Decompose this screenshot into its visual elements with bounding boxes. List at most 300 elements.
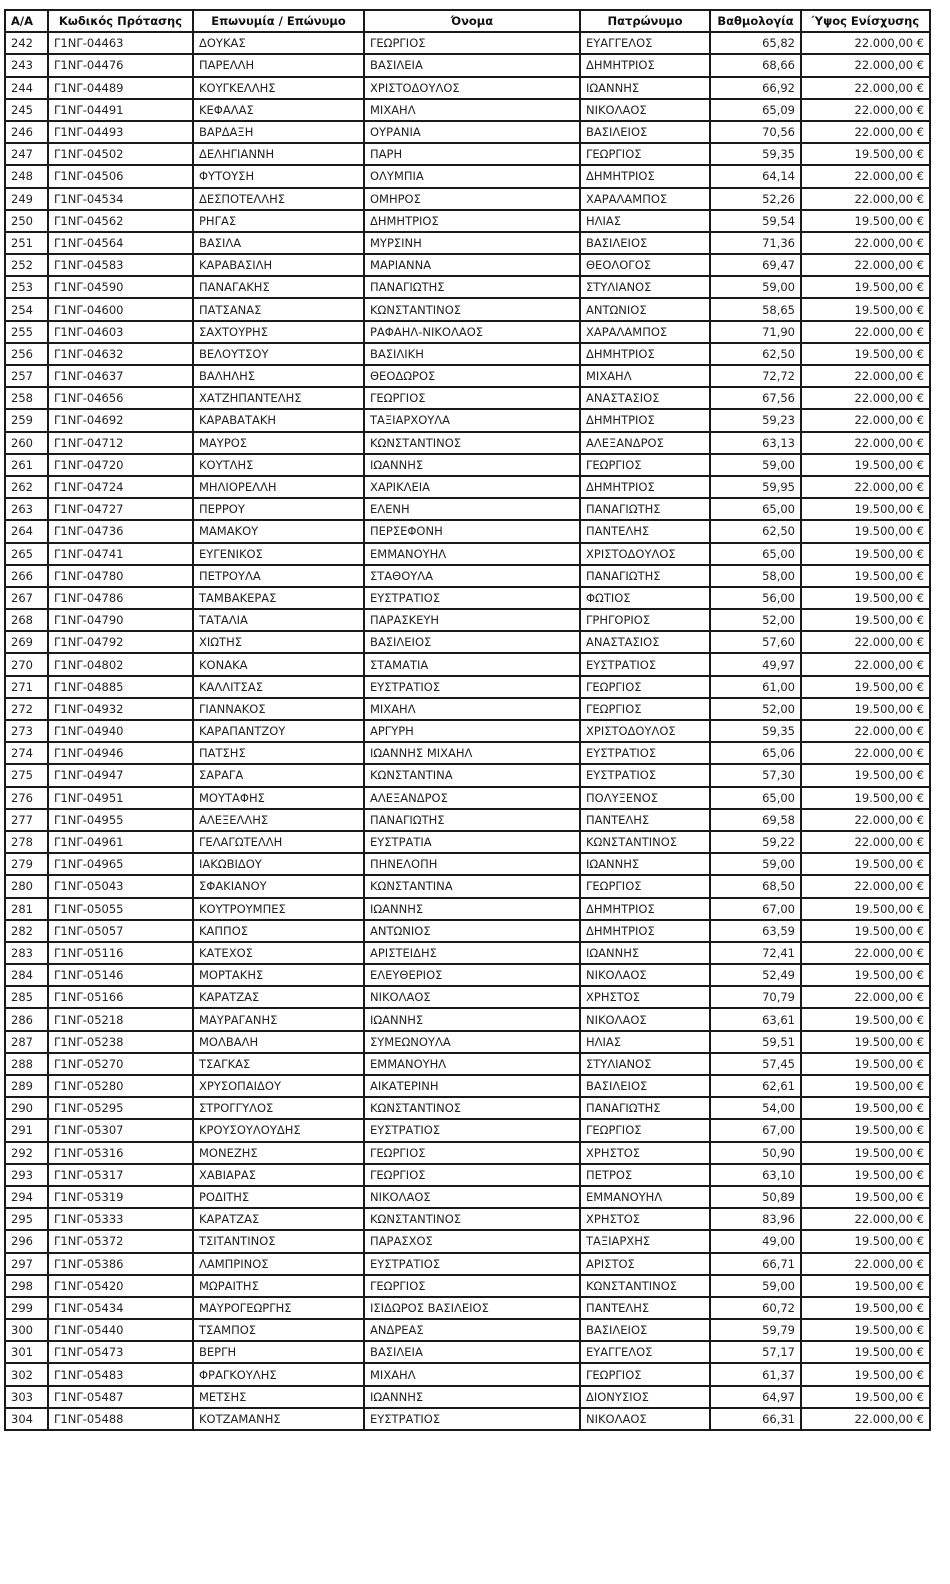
serial-number-cell: 253 <box>5 276 48 298</box>
first-name-cell: ΜΙΧΑΗΛ <box>364 1363 580 1385</box>
grant-amount-cell: 22.000,00 € <box>801 121 930 143</box>
surname-cell: ΚΑΡΑΤΖΑΣ <box>193 986 364 1008</box>
grant-amount-cell: 22.000,00 € <box>801 1408 930 1430</box>
serial-number-cell: 270 <box>5 653 48 675</box>
header-proposal-code: Κωδικός Πρότασης <box>48 10 193 32</box>
fathers-name-cell: ΒΑΣΙΛΕΙΟΣ <box>580 1075 710 1097</box>
surname-cell: ΤΑΤΑΛΙΑ <box>193 609 364 631</box>
serial-number-cell: 248 <box>5 165 48 187</box>
fathers-name-cell: ΗΛΙΑΣ <box>580 1031 710 1053</box>
serial-number-cell: 293 <box>5 1164 48 1186</box>
score-cell: 59,35 <box>710 720 801 742</box>
fathers-name-cell: ΓΕΩΡΓΙΟΣ <box>580 676 710 698</box>
table-row <box>5 720 930 742</box>
grant-amount-cell: 19.500,00 € <box>801 520 930 542</box>
first-name-cell: ΕΥΣΤΡΑΤΙΟΣ <box>364 676 580 698</box>
serial-number-cell: 269 <box>5 631 48 653</box>
fathers-name-cell: ΚΩΝΣΤΑΝΤΙΝΟΣ <box>580 1275 710 1297</box>
first-name-cell: ΡΑΦΑΗΛ-ΝΙΚΟΛΑΟΣ <box>364 321 580 343</box>
proposal-code-cell: Γ1ΝΓ-05487 <box>48 1386 193 1408</box>
table-row <box>5 742 930 764</box>
first-name-cell: ΕΛΕΥΘΕΡΙΟΣ <box>364 964 580 986</box>
serial-number-cell: 260 <box>5 432 48 454</box>
first-name-cell: ΑΙΚΑΤΕΡΙΝΗ <box>364 1075 580 1097</box>
table-row <box>5 764 930 786</box>
serial-number-cell: 273 <box>5 720 48 742</box>
grant-amount-cell: 19.500,00 € <box>801 698 930 720</box>
grant-amount-cell: 19.500,00 € <box>801 1386 930 1408</box>
score-cell: 71,36 <box>710 232 801 254</box>
first-name-cell: ΟΜΗΡΟΣ <box>364 188 580 210</box>
table-row <box>5 676 930 698</box>
surname-cell: ΜΗΛΙΟΡΕΛΛΗ <box>193 476 364 498</box>
score-cell: 67,00 <box>710 898 801 920</box>
first-name-cell: ΑΛΕΞΑΝΔΡΟΣ <box>364 787 580 809</box>
surname-cell: ΙΑΚΩΒΙΔΟΥ <box>193 853 364 875</box>
proposal-code-cell: Γ1ΝΓ-04600 <box>48 298 193 320</box>
fathers-name-cell: ΧΑΡΑΛΑΜΠΟΣ <box>580 321 710 343</box>
score-cell: 72,72 <box>710 365 801 387</box>
score-cell: 68,50 <box>710 875 801 897</box>
surname-cell: ΤΑΜΒΑΚΕΡΑΣ <box>193 587 364 609</box>
proposal-code-cell: Γ1ΝΓ-04583 <box>48 254 193 276</box>
grant-amount-cell: 22.000,00 € <box>801 77 930 99</box>
grant-amount-cell: 22.000,00 € <box>801 1208 930 1230</box>
fathers-name-cell: ΠΑΝΤΕΛΗΣ <box>580 809 710 831</box>
table-row <box>5 1164 930 1186</box>
surname-cell: ΚΟΥΓΚΕΛΛΗΣ <box>193 77 364 99</box>
proposal-code-cell: Γ1ΝΓ-04961 <box>48 831 193 853</box>
grant-amount-cell: 22.000,00 € <box>801 165 930 187</box>
first-name-cell: ΝΙΚΟΛΑΟΣ <box>364 1186 580 1208</box>
first-name-cell: ΕΛΕΝΗ <box>364 498 580 520</box>
serial-number-cell: 281 <box>5 898 48 920</box>
table-row <box>5 232 930 254</box>
proposal-code-cell: Γ1ΝΓ-05146 <box>48 964 193 986</box>
proposal-code-cell: Γ1ΝΓ-05116 <box>48 942 193 964</box>
proposal-code-cell: Γ1ΝΓ-05333 <box>48 1208 193 1230</box>
fathers-name-cell: ΕΥΑΓΓΕΛΟΣ <box>580 1341 710 1363</box>
surname-cell: ΚΕΦΑΛΑΣ <box>193 99 364 121</box>
table-row <box>5 1142 930 1164</box>
proposal-code-cell: Γ1ΝΓ-04564 <box>48 232 193 254</box>
serial-number-cell: 247 <box>5 143 48 165</box>
fathers-name-cell: ΠΑΝΑΓΙΩΤΗΣ <box>580 1097 710 1119</box>
table-row <box>5 1363 930 1385</box>
serial-number-cell: 285 <box>5 986 48 1008</box>
fathers-name-cell: ΕΥΣΤΡΑΤΙΟΣ <box>580 742 710 764</box>
grant-amount-cell: 22.000,00 € <box>801 1253 930 1275</box>
grant-amount-cell: 22.000,00 € <box>801 986 930 1008</box>
score-cell: 57,30 <box>710 764 801 786</box>
serial-number-cell: 243 <box>5 54 48 76</box>
proposal-code-cell: Γ1ΝΓ-05166 <box>48 986 193 1008</box>
fathers-name-cell: ΝΙΚΟΛΑΟΣ <box>580 1008 710 1030</box>
first-name-cell: ΠΑΡΗ <box>364 143 580 165</box>
proposal-code-cell: Γ1ΝΓ-05440 <box>48 1319 193 1341</box>
serial-number-cell: 245 <box>5 99 48 121</box>
proposal-code-cell: Γ1ΝΓ-04780 <box>48 565 193 587</box>
proposal-code-cell: Γ1ΝΓ-05280 <box>48 1075 193 1097</box>
fathers-name-cell: ΑΝΑΣΤΑΣΙΟΣ <box>580 387 710 409</box>
proposal-code-cell: Γ1ΝΓ-05319 <box>48 1186 193 1208</box>
surname-cell: ΔΕΛΗΓΙΑΝΝΗ <box>193 143 364 165</box>
serial-number-cell: 277 <box>5 809 48 831</box>
surname-cell: ΜΟΡΤΑΚΗΣ <box>193 964 364 986</box>
serial-number-cell: 297 <box>5 1253 48 1275</box>
table-body <box>5 32 930 1430</box>
table-row <box>5 99 930 121</box>
score-cell: 65,09 <box>710 99 801 121</box>
score-cell: 64,97 <box>710 1386 801 1408</box>
score-cell: 65,00 <box>710 498 801 520</box>
fathers-name-cell: ΕΥΣΤΡΑΤΙΟΣ <box>580 764 710 786</box>
first-name-cell: ΚΩΝΣΤΑΝΤΙΝΟΣ <box>364 1097 580 1119</box>
surname-cell: ΚΑΠΠΟΣ <box>193 920 364 942</box>
first-name-cell: ΚΩΝΣΤΑΝΤΙΝΑ <box>364 764 580 786</box>
score-cell: 58,65 <box>710 298 801 320</box>
score-cell: 52,26 <box>710 188 801 210</box>
grant-amount-cell: 19.500,00 € <box>801 454 930 476</box>
first-name-cell: ΣΤΑΘΟΥΛΑ <box>364 565 580 587</box>
first-name-cell: ΜΑΡΙΑΝΝΑ <box>364 254 580 276</box>
table-row <box>5 77 930 99</box>
first-name-cell: ΑΡΙΣΤΕΙΔΗΣ <box>364 942 580 964</box>
fathers-name-cell: ΗΛΙΑΣ <box>580 210 710 232</box>
fathers-name-cell: ΔΗΜΗΤΡΙΟΣ <box>580 165 710 187</box>
proposal-code-cell: Γ1ΝΓ-05043 <box>48 875 193 897</box>
serial-number-cell: 280 <box>5 875 48 897</box>
proposal-code-cell: Γ1ΝΓ-04932 <box>48 698 193 720</box>
grant-amount-cell: 19.500,00 € <box>801 898 930 920</box>
table-row <box>5 587 930 609</box>
table-row <box>5 1186 930 1208</box>
score-cell: 59,35 <box>710 143 801 165</box>
table-row <box>5 165 930 187</box>
score-cell: 69,47 <box>710 254 801 276</box>
surname-cell: ΚΟΥΤΡΟΥΜΠΕΣ <box>193 898 364 920</box>
score-cell: 63,61 <box>710 1008 801 1030</box>
serial-number-cell: 275 <box>5 764 48 786</box>
proposal-code-cell: Γ1ΝΓ-04506 <box>48 165 193 187</box>
surname-cell: ΦΡΑΓΚΟΥΛΗΣ <box>193 1363 364 1385</box>
score-cell: 49,00 <box>710 1230 801 1252</box>
surname-cell: ΤΣΑΜΠΟΣ <box>193 1319 364 1341</box>
score-cell: 57,60 <box>710 631 801 653</box>
fathers-name-cell: ΔΗΜΗΤΡΙΟΣ <box>580 409 710 431</box>
table-row <box>5 853 930 875</box>
proposal-code-cell: Γ1ΝΓ-05238 <box>48 1031 193 1053</box>
serial-number-cell: 298 <box>5 1275 48 1297</box>
fathers-name-cell: ΓΕΩΡΓΙΟΣ <box>580 454 710 476</box>
serial-number-cell: 291 <box>5 1119 48 1141</box>
surname-cell: ΚΑΛΛΙΤΣΑΣ <box>193 676 364 698</box>
table-row <box>5 476 930 498</box>
score-cell: 59,00 <box>710 1275 801 1297</box>
grant-amount-cell: 19.500,00 € <box>801 543 930 565</box>
table-row <box>5 1297 930 1319</box>
table-row <box>5 276 930 298</box>
fathers-name-cell: ΝΙΚΟΛΑΟΣ <box>580 1408 710 1430</box>
serial-number-cell: 242 <box>5 32 48 54</box>
surname-cell: ΒΑΡΔΑΞΗ <box>193 121 364 143</box>
grant-amount-cell: 22.000,00 € <box>801 365 930 387</box>
score-cell: 59,22 <box>710 831 801 853</box>
grant-amount-cell: 19.500,00 € <box>801 1031 930 1053</box>
surname-cell: ΠΕΡΡΟΥ <box>193 498 364 520</box>
proposal-code-cell: Γ1ΝΓ-04951 <box>48 787 193 809</box>
table-row <box>5 343 930 365</box>
serial-number-cell: 272 <box>5 698 48 720</box>
proposal-code-cell: Γ1ΝΓ-05307 <box>48 1119 193 1141</box>
grant-amount-cell: 19.500,00 € <box>801 298 930 320</box>
first-name-cell: ΠΗΝΕΛΟΠΗ <box>364 853 580 875</box>
proposal-code-cell: Γ1ΝΓ-04727 <box>48 498 193 520</box>
grant-amount-cell: 19.500,00 € <box>801 1230 930 1252</box>
grant-amount-cell: 22.000,00 € <box>801 742 930 764</box>
table-row <box>5 1008 930 1030</box>
serial-number-cell: 289 <box>5 1075 48 1097</box>
first-name-cell: ΑΡΓΥΡΗ <box>364 720 580 742</box>
serial-number-cell: 268 <box>5 609 48 631</box>
proposal-code-cell: Γ1ΝΓ-04656 <box>48 387 193 409</box>
surname-cell: ΒΕΛΟΥΤΣΟΥ <box>193 343 364 365</box>
score-cell: 65,82 <box>710 32 801 54</box>
grant-amount-cell: 22.000,00 € <box>801 831 930 853</box>
score-cell: 68,66 <box>710 54 801 76</box>
grant-amount-cell: 19.500,00 € <box>801 1142 930 1164</box>
serial-number-cell: 257 <box>5 365 48 387</box>
serial-number-cell: 250 <box>5 210 48 232</box>
proposal-code-cell: Γ1ΝΓ-04534 <box>48 188 193 210</box>
proposal-code-cell: Γ1ΝΓ-05270 <box>48 1053 193 1075</box>
fathers-name-cell: ΝΙΚΟΛΑΟΣ <box>580 99 710 121</box>
serial-number-cell: 292 <box>5 1142 48 1164</box>
proposal-code-cell: Γ1ΝΓ-04940 <box>48 720 193 742</box>
score-cell: 59,79 <box>710 1319 801 1341</box>
grant-amount-cell: 19.500,00 € <box>801 143 930 165</box>
proposal-code-cell: Γ1ΝΓ-04724 <box>48 476 193 498</box>
header-serial-number: Α/Α <box>5 10 48 32</box>
grant-amount-cell: 22.000,00 € <box>801 720 930 742</box>
surname-cell: ΔΟΥΚΑΣ <box>193 32 364 54</box>
score-cell: 54,00 <box>710 1097 801 1119</box>
serial-number-cell: 262 <box>5 476 48 498</box>
first-name-cell: ΜΥΡΣΙΝΗ <box>364 232 580 254</box>
grant-amount-cell: 19.500,00 € <box>801 609 930 631</box>
fathers-name-cell: ΒΑΣΙΛΕΙΟΣ <box>580 232 710 254</box>
grant-amount-cell: 22.000,00 € <box>801 54 930 76</box>
first-name-cell: ΚΩΝΣΤΑΝΤΙΝΟΣ <box>364 1208 580 1230</box>
surname-cell: ΜΑΥΡΑΓΑΝΗΣ <box>193 1008 364 1030</box>
score-cell: 69,58 <box>710 809 801 831</box>
proposal-code-cell: Γ1ΝΓ-05316 <box>48 1142 193 1164</box>
serial-number-cell: 295 <box>5 1208 48 1230</box>
surname-cell: ΜΟΥΤΑΦΗΣ <box>193 787 364 809</box>
surname-cell: ΜΕΤΣΗΣ <box>193 1386 364 1408</box>
grant-amount-cell: 22.000,00 € <box>801 254 930 276</box>
table-row <box>5 254 930 276</box>
grant-amount-cell: 19.500,00 € <box>801 343 930 365</box>
first-name-cell: ΠΑΡΑΣΧΟΣ <box>364 1230 580 1252</box>
surname-cell: ΧΙΩΤΗΣ <box>193 631 364 653</box>
table-row <box>5 1031 930 1053</box>
proposal-code-cell: Γ1ΝΓ-04463 <box>48 32 193 54</box>
grant-amount-cell: 19.500,00 € <box>801 1119 930 1141</box>
proposal-code-cell: Γ1ΝΓ-05057 <box>48 920 193 942</box>
grant-amount-cell: 19.500,00 € <box>801 920 930 942</box>
table-row <box>5 898 930 920</box>
grant-amount-cell: 22.000,00 € <box>801 232 930 254</box>
fathers-name-cell: ΒΑΣΙΛΕΙΟΣ <box>580 121 710 143</box>
grant-amount-cell: 22.000,00 € <box>801 653 930 675</box>
proposal-code-cell: Γ1ΝΓ-04632 <box>48 343 193 365</box>
serial-number-cell: 301 <box>5 1341 48 1363</box>
proposal-code-cell: Γ1ΝΓ-04720 <box>48 454 193 476</box>
proposal-code-cell: Γ1ΝΓ-04603 <box>48 321 193 343</box>
proposal-code-cell: Γ1ΝΓ-04712 <box>48 432 193 454</box>
table-row <box>5 498 930 520</box>
score-cell: 63,10 <box>710 1164 801 1186</box>
first-name-cell: ΓΕΩΡΓΙΟΣ <box>364 32 580 54</box>
fathers-name-cell: ΑΝΑΣΤΑΣΙΟΣ <box>580 631 710 653</box>
grant-amount-cell: 19.500,00 € <box>801 1097 930 1119</box>
score-cell: 62,50 <box>710 520 801 542</box>
score-cell: 63,59 <box>710 920 801 942</box>
surname-cell: ΕΥΓΕΝΙΚΟΣ <box>193 543 364 565</box>
table-row <box>5 1408 930 1430</box>
fathers-name-cell: ΑΛΕΞΑΝΔΡΟΣ <box>580 432 710 454</box>
first-name-cell: ΙΩΑΝΝΗΣ ΜΙΧΑΗΛ <box>364 742 580 764</box>
table-row <box>5 543 930 565</box>
first-name-cell: ΙΩΑΝΝΗΣ <box>364 454 580 476</box>
score-cell: 62,50 <box>710 343 801 365</box>
grant-amount-cell: 19.500,00 € <box>801 565 930 587</box>
table-row <box>5 54 930 76</box>
proposal-code-cell: Γ1ΝΓ-05372 <box>48 1230 193 1252</box>
score-cell: 63,13 <box>710 432 801 454</box>
score-cell: 72,41 <box>710 942 801 964</box>
fathers-name-cell: ΓΕΩΡΓΙΟΣ <box>580 698 710 720</box>
grant-amount-cell: 19.500,00 € <box>801 764 930 786</box>
first-name-cell: ΜΙΧΑΗΛ <box>364 698 580 720</box>
surname-cell: ΦΥΤΟΥΣΗ <box>193 165 364 187</box>
surname-cell: ΤΣΑΓΚΑΣ <box>193 1053 364 1075</box>
serial-number-cell: 255 <box>5 321 48 343</box>
proposal-code-cell: Γ1ΝΓ-04792 <box>48 631 193 653</box>
score-cell: 49,97 <box>710 653 801 675</box>
table-row <box>5 1319 930 1341</box>
first-name-cell: ΠΑΡΑΣΚΕΥΗ <box>364 609 580 631</box>
proposal-code-cell: Γ1ΝΓ-04741 <box>48 543 193 565</box>
first-name-cell: ΤΑΞΙΑΡΧΟΥΛΑ <box>364 409 580 431</box>
first-name-cell: ΣΤΑΜΑΤΙΑ <box>364 653 580 675</box>
grant-amount-cell: 22.000,00 € <box>801 476 930 498</box>
header-grant-amount: Ύψος Ενίσχυσης <box>801 10 930 32</box>
table-row <box>5 409 930 431</box>
score-cell: 59,00 <box>710 454 801 476</box>
first-name-cell: ΣΥΜΕΩΝΟΥΛΑ <box>364 1031 580 1053</box>
fathers-name-cell: ΜΙΧΑΗΛ <box>580 365 710 387</box>
grant-amount-cell: 19.500,00 € <box>801 498 930 520</box>
table-row <box>5 387 930 409</box>
table-row <box>5 942 930 964</box>
score-cell: 71,90 <box>710 321 801 343</box>
surname-cell: ΚΟΤΖΑΜΑΝΗΣ <box>193 1408 364 1430</box>
proposal-code-cell: Γ1ΝΓ-05420 <box>48 1275 193 1297</box>
grant-amount-cell: 22.000,00 € <box>801 409 930 431</box>
score-cell: 83,96 <box>710 1208 801 1230</box>
grant-amount-cell: 22.000,00 € <box>801 942 930 964</box>
first-name-cell: ΠΑΝΑΓΙΩΤΗΣ <box>364 276 580 298</box>
table-row <box>5 298 930 320</box>
score-cell: 57,17 <box>710 1341 801 1363</box>
serial-number-cell: 258 <box>5 387 48 409</box>
fathers-name-cell: ΣΤΥΛΙΑΝΟΣ <box>580 1053 710 1075</box>
table-row <box>5 1253 930 1275</box>
score-cell: 60,72 <box>710 1297 801 1319</box>
first-name-cell: ΒΑΣΙΛΙΚΗ <box>364 343 580 365</box>
table-row <box>5 432 930 454</box>
score-cell: 67,00 <box>710 1119 801 1141</box>
score-cell: 66,71 <box>710 1253 801 1275</box>
table-row <box>5 831 930 853</box>
surname-cell: ΒΕΡΓΗ <box>193 1341 364 1363</box>
surname-cell: ΡΟΔΙΤΗΣ <box>193 1186 364 1208</box>
proposal-code-cell: Γ1ΝΓ-04947 <box>48 764 193 786</box>
proposal-code-cell: Γ1ΝΓ-04786 <box>48 587 193 609</box>
grant-amount-cell: 19.500,00 € <box>801 853 930 875</box>
first-name-cell: ΒΑΣΙΛΕΙΑ <box>364 1341 580 1363</box>
fathers-name-cell: ΧΡΗΣΤΟΣ <box>580 986 710 1008</box>
fathers-name-cell: ΠΑΝΑΓΙΩΤΗΣ <box>580 565 710 587</box>
surname-cell: ΣΦΑΚΙΑΝΟΥ <box>193 875 364 897</box>
surname-cell: ΧΑΒΙΑΡΑΣ <box>193 1164 364 1186</box>
serial-number-cell: 252 <box>5 254 48 276</box>
header-fathers-name: Πατρώνυμο <box>580 10 710 32</box>
surname-cell: ΚΟΝΑΚΑ <box>193 653 364 675</box>
fathers-name-cell: ΑΡΙΣΤΟΣ <box>580 1253 710 1275</box>
table-row <box>5 1119 930 1141</box>
score-cell: 61,37 <box>710 1363 801 1385</box>
score-cell: 59,51 <box>710 1031 801 1053</box>
fathers-name-cell: ΠΑΝΑΓΙΩΤΗΣ <box>580 498 710 520</box>
score-cell: 61,00 <box>710 676 801 698</box>
serial-number-cell: 249 <box>5 188 48 210</box>
serial-number-cell: 264 <box>5 520 48 542</box>
serial-number-cell: 267 <box>5 587 48 609</box>
first-name-cell: ΒΑΣΙΛΕΙΟΣ <box>364 631 580 653</box>
fathers-name-cell: ΕΥΑΓΓΕΛΟΣ <box>580 32 710 54</box>
fathers-name-cell: ΕΥΣΤΡΑΤΙΟΣ <box>580 653 710 675</box>
first-name-cell: ΚΩΝΣΤΑΝΤΙΝΑ <box>364 875 580 897</box>
surname-cell: ΜΑΥΡΟΣ <box>193 432 364 454</box>
serial-number-cell: 254 <box>5 298 48 320</box>
first-name-cell: ΓΕΩΡΓΙΟΣ <box>364 387 580 409</box>
score-cell: 70,56 <box>710 121 801 143</box>
fathers-name-cell: ΝΙΚΟΛΑΟΣ <box>580 964 710 986</box>
grant-amount-cell: 22.000,00 € <box>801 631 930 653</box>
serial-number-cell: 303 <box>5 1386 48 1408</box>
table-row <box>5 454 930 476</box>
serial-number-cell: 256 <box>5 343 48 365</box>
fathers-name-cell: ΓΡΗΓΟΡΙΟΣ <box>580 609 710 631</box>
serial-number-cell: 259 <box>5 409 48 431</box>
first-name-cell: ΚΩΝΣΤΑΝΤΙΝΟΣ <box>364 298 580 320</box>
surname-cell: ΤΣΙΤΑΝΤΙΝΟΣ <box>193 1230 364 1252</box>
grant-amount-cell: 19.500,00 € <box>801 210 930 232</box>
fathers-name-cell: ΣΤΥΛΙΑΝΟΣ <box>580 276 710 298</box>
